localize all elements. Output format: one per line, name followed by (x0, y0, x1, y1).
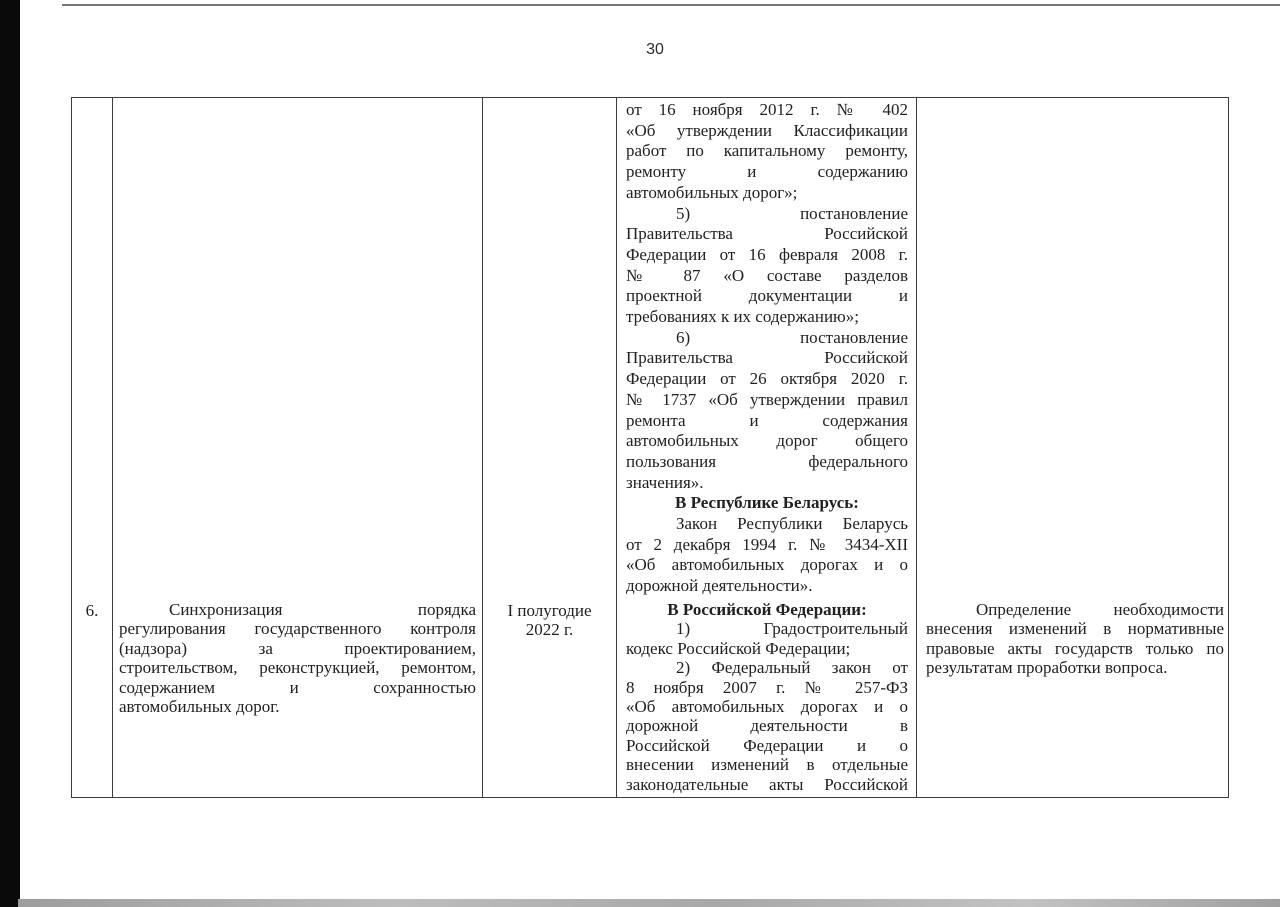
text-line: Синхронизация порядка (169, 600, 476, 619)
text-line: В Российской Федерации: (667, 600, 867, 619)
period-text (487, 601, 612, 640)
bottom-scan-edge-strip (18, 899, 1280, 907)
text-line: кодекс Российской Федерации; (626, 638, 851, 658)
text-line: от 16 ноября 2012 г. № 402 (626, 100, 908, 119)
legal-basis-text (626, 600, 908, 794)
cell-period-continued (483, 98, 617, 598)
text-line: результатам проработки вопроса. (926, 658, 1168, 678)
text-line: работ по капитальному ремонту, (626, 141, 908, 161)
text-line: содержанием и сохранностью (119, 677, 476, 697)
text-line: значения». (626, 472, 704, 492)
text-line: дорожной деятельности в (626, 716, 908, 736)
text-line: проектной документации и (626, 286, 908, 306)
cell-number-continued (72, 98, 113, 598)
text-line: внесения изменений в нормативные (926, 619, 1224, 639)
text-line: Закон Республики Беларусь (676, 514, 908, 534)
top-scan-edge-line (62, 4, 1280, 6)
text-line: Правительства Российской (626, 348, 908, 368)
text-line: I полугодие (507, 601, 592, 620)
text-line: Российской Федерации и о (626, 735, 908, 755)
text-line: № 1737 «Об утверждении правил (626, 389, 908, 409)
text-line: 8 ноября 2007 г. № 257-ФЗ (626, 677, 908, 697)
cell-measure-name-continued (113, 98, 483, 598)
legal-basis-text (626, 100, 908, 597)
text-line: (надзора) за проектированием, (119, 638, 476, 658)
note-text (926, 600, 1224, 678)
text-line: внесении изменений в отдельные (626, 755, 908, 775)
text-line: требованиях к их содержанию»; (626, 307, 859, 327)
cell-legal-basis-continued (617, 98, 917, 598)
text-line: № 87 «О составе разделов (626, 265, 908, 285)
text-line: автомобильных дорог»; (626, 182, 798, 202)
cell-note (917, 598, 1230, 797)
text-line: пользования федерального (626, 451, 908, 471)
text-line: от 2 декабря 1994 г. № 3434-XII (626, 534, 908, 554)
measure-name-text (119, 600, 476, 716)
text-line: Определение необходимости (976, 600, 1224, 619)
text-line: 6) постановление (676, 327, 908, 347)
text-line: В Республике Беларусь: (675, 493, 859, 513)
text-line: законодательные акты Российской (626, 774, 908, 794)
cell-row-number (72, 598, 113, 797)
text-line: «Об автомобильных дорогах и о (626, 697, 908, 717)
text-line: Федерации от 26 октября 2020 г. (626, 369, 908, 389)
text-line: строительством, реконструкцией, ремонтом, (119, 658, 476, 678)
text-line: Федерации от 16 февраля 2008 г. (626, 244, 908, 264)
text-line: ремонта и содержания (626, 410, 908, 430)
text-line: дорожной деятельности». (626, 576, 813, 596)
text-line: регулирования государственного контроля (119, 619, 476, 639)
text-line: 1) Градостроительный (676, 619, 908, 639)
text-line: правовые акты государств только по (926, 638, 1224, 658)
text-line: 2022 г. (525, 620, 574, 640)
left-scan-edge-artifact (0, 0, 20, 907)
text-line: «Об утверждении Классификации (626, 120, 908, 140)
text-line: автомобильных дорог. (119, 697, 280, 717)
text-line: 5) постановление (676, 203, 908, 223)
page-number: 30 (646, 41, 664, 58)
text-line: автомобильных дорог общего (626, 431, 908, 451)
row-number: 6. (85, 601, 99, 620)
text-line: ремонту и содержанию (626, 162, 908, 182)
text-line: Правительства Российской (626, 224, 908, 244)
schedule-table (71, 97, 1229, 798)
text-line: «Об автомобильных дорогах и о (626, 555, 908, 575)
cell-note-continued (917, 98, 1230, 598)
cell-period (483, 598, 617, 797)
cell-measure-name (113, 598, 483, 797)
text-line: 2) Федеральный закон от (676, 658, 908, 678)
cell-legal-basis (617, 598, 917, 797)
